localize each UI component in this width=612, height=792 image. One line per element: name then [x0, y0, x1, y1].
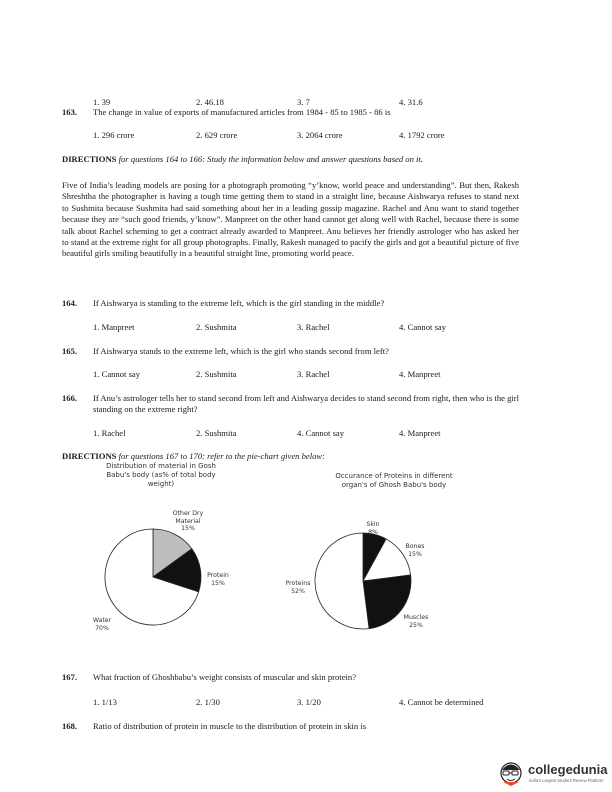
- brand-tagline: India's Largest Student Review Platform: [529, 778, 604, 783]
- q167-option-2: 2. 1/30: [196, 697, 220, 707]
- question-number: 168.: [62, 721, 78, 731]
- q163-option-4: 4. 1792 crore: [399, 130, 445, 140]
- q164-option-2: 2. Sushmita: [196, 322, 237, 332]
- q167-option-3: 3. 1/20: [297, 697, 321, 707]
- question-number: 163.: [62, 107, 78, 117]
- question-text: What fraction of Ghoshbabu’s weight consists of muscular and skin protein?: [93, 672, 357, 682]
- chart-2-label-skin: Skin 8%: [366, 521, 380, 536]
- chart-1-title: Distribution of material in Gosh Babu's body (as% of total body weight): [106, 462, 216, 488]
- q166-option-1: 1. Rachel: [93, 428, 126, 438]
- q164-option-1: 1. Manpreet: [93, 322, 135, 332]
- q166-option-2: 2. Sushmita: [196, 428, 237, 438]
- q165-option-4: 4. Manpreet: [399, 369, 441, 379]
- mascot-icon: [497, 761, 527, 787]
- question-text: If Anu’s astrologer tells her to stand second from left and Aishwarya decides to stand second from right, then who is the girl standing on the extreme right?: [93, 393, 520, 415]
- chart-2-label-bones: Bones 15%: [405, 543, 425, 558]
- question-text: If Aishwarya stands to the extreme left, which is the girl who stands second from left?: [93, 346, 389, 356]
- chart-2-label-muscles: Muscles 25%: [403, 614, 429, 629]
- question-text: If Aishwarya is standing to the extreme left, which is the girl standing in the middle?: [93, 298, 385, 308]
- q162-option-1: 1. 39: [93, 97, 111, 107]
- question-text: The change in value of exports of manufactured articles from 1984 - 85 to 1985 - 86 is: [93, 107, 391, 117]
- q167-option-1: 1. 1/13: [93, 697, 117, 707]
- q163-option-3: 3. 2064 crore: [297, 130, 343, 140]
- q163-option-2: 2. 629 crore: [196, 130, 238, 140]
- brand-name: collegedunia: [528, 762, 608, 777]
- question-number: 167.: [62, 672, 78, 682]
- q162-option-4: 4. 31.6: [399, 97, 423, 107]
- directions-164-166: DIRECTIONS for questions 164 to 166: Study the information below and answer questions based on it.: [62, 154, 423, 164]
- question-text: Ratio of distribution of protein in muscle to the distribution of protein in skin is: [93, 721, 367, 731]
- q165-option-3: 3. Rachel: [297, 369, 330, 379]
- q164-option-3: 3. Rachel: [297, 322, 330, 332]
- brand-logo: [497, 761, 607, 787]
- q165-option-2: 2. Sushmita: [196, 369, 237, 379]
- question-number: 166.: [62, 393, 78, 403]
- q162-option-2: 2. 46.18: [196, 97, 224, 107]
- q166-option-3: 4. Cannot say: [297, 428, 345, 438]
- q164-option-4: 4. Cannot say: [399, 322, 447, 332]
- chart-2-label-proteins: Proteins 52%: [285, 580, 311, 595]
- directions-167-170: DIRECTIONS for questions 167 to 170: refer to the pie-chart given below:: [62, 451, 325, 461]
- pie-slice-proteins: [315, 533, 369, 629]
- passage: Five of India’s leading models are posing for a photograph promoting “y’know, world peace and understanding”. But then, Rakesh Shreshtha the photographer is having a tough time getting them to stand in a straight line, because Aishwarya refuses to stand next to Sushmita because Sushmita had said something about her in a leading gossip magazine. Rachel and Anu want to stand together because they are “such good friends, y’know”. Manpreet on the other hand cannot get along well with Rachel, because there is some talk about Rachel scheming to get a contract already awarded to Manpreet. Anu believes her friendly astrologer who has asked her to stand at the extreme right for all group photographs. Finally, Rakesh managed to pacify the girls and got a beautiful picture of five beautiful girls smiling beautifully in a beautiful straight line, promoting world peace.: [62, 180, 519, 259]
- q163-option-1: 1. 296 crore: [93, 130, 135, 140]
- chart-1-label-protein: Protein 15%: [207, 572, 229, 587]
- q162-option-3: 3. 7: [297, 97, 310, 107]
- q165-option-1: 1. Cannot say: [93, 369, 141, 379]
- question-number: 164.: [62, 298, 78, 308]
- question-number: 165.: [62, 346, 78, 356]
- chart-1-label-other: Other Dry Material 15%: [172, 510, 204, 533]
- q166-option-4: 4. Manpreet: [399, 428, 441, 438]
- chart-2-title: Occurance of Proteins in different organ's of Ghosh Babu's body: [335, 472, 453, 489]
- q167-option-4: 4. Cannot be determined: [399, 697, 484, 707]
- chart-1-label-water: Water 70%: [92, 617, 112, 632]
